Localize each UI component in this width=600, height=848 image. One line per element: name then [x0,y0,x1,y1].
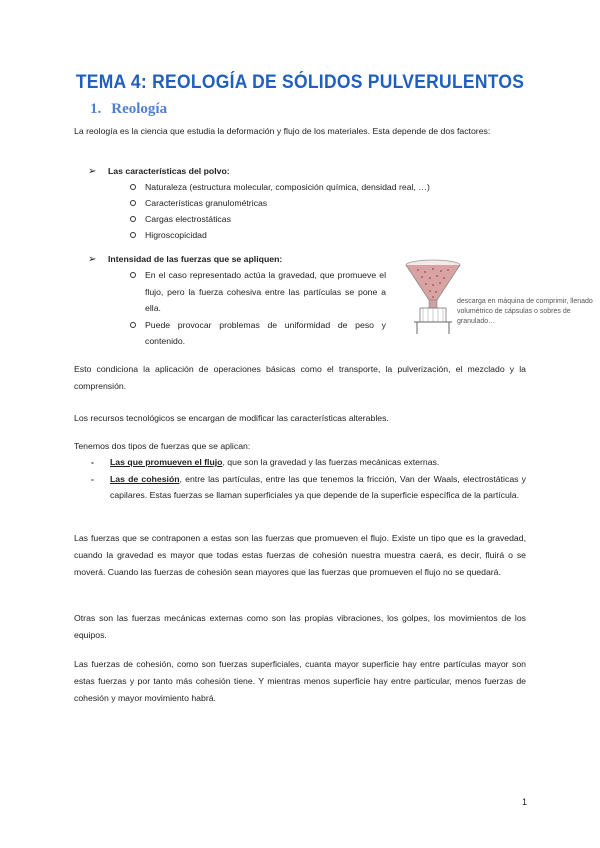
list-item: Cargas electrostáticas [128,211,430,227]
list-item: En el caso representado actúa la gravedad, que promueve el flujo, pero la fuerza cohesiva entre las partículas se pone a ella. [128,267,386,317]
force-types-list [88,454,526,504]
powder-heading [88,164,230,179]
powder-list [128,179,430,243]
section-number: 1. [90,101,102,117]
paragraph-contraponen: Las fuerzas que se contraponen a estas son las fuerzas que promueven el flujo. Existe un tipo que es la gravedad, cuando la gravedad es mayor que todas estas fuerzas de cohesión nuestra muestra caerá, es decir, fluirá o se moverá. Cuando las fuerzas de cohesión sean mayores que las fuerzas que promueven el flujo no se quedará. [74,533,526,577]
section-title: Reología [111,101,168,117]
funnel-illustration [403,258,463,338]
list-item: Características granulométricas [128,195,430,211]
paragraph-tipos: Tenemos dos tipos de fuerzas que se aplican: [74,441,251,451]
list-item: Higroscopicidad [128,227,430,243]
intro-paragraph: La reología es la ciencia que estudia la deformación y flujo de los materiales. Esta depende de dos factores: [74,126,491,136]
force-type-text: , que son la gravedad y las fuerzas mecánicas externas. [222,457,440,467]
force-type-label: Las que promueven el flujo [110,457,223,467]
force-type-text: , entre las partículas, entre las que tenemos la fricción, Van der Waals, electrostáticas y capilares. Estas fuerzas se llaman superficiales ya que depende de la superficie específica de la partícula. [110,473,526,500]
list-item: Puede provocar problemas de uniformidad de peso y contenido. [128,317,386,350]
paragraph-condiciona: Esto condiciona la aplicación de operaciones básicas como el transporte, la pulverización, el mezclado y la comprensión. [74,364,526,391]
section-heading [90,101,167,118]
arrow-bullet-icon: ➢ [88,254,97,265]
forces-heading [88,252,282,267]
list-item [88,471,526,504]
figure-caption: descarga en máquina de comprimir, llenado volumétrico de cápsulas o sobres de granulado… [457,298,593,325]
forces-heading-text: Intensidad de las fuerzas que se apliquen: [108,254,283,264]
paragraph-cohesion: Las fuerzas de cohesión, como son fuerzas superficiales, cuanta mayor superficie hay entre partículas mayor son estas fuerzas y por tanto más cohesión tiene. Y mientras menos superficie hay entre particular, menos fuerzas de cohesión y mayor movimiento habrá. [74,659,526,703]
document-title: TEMA 4: REOLOGÍA DE SÓLIDOS PULVERULENTOS [75,72,525,93]
paragraph-recursos: Los recursos tecnológicos se encargan de modificar las características alterables. [74,413,389,423]
paragraph-otras: Otras son las fuerzas mecánicas externas como son las propias vibraciones, los golpes, los movimientos de los equipos. [74,613,526,640]
powder-heading-text: Las características del polvo: [108,166,230,176]
arrow-bullet-icon: ➢ [88,166,97,177]
force-type-label: Las de cohesión [110,473,180,484]
list-item [88,454,526,471]
page-number: 1 [522,797,528,807]
list-item: Naturaleza (estructura molecular, composición química, densidad real, …) [128,179,430,195]
forces-list [128,267,386,350]
